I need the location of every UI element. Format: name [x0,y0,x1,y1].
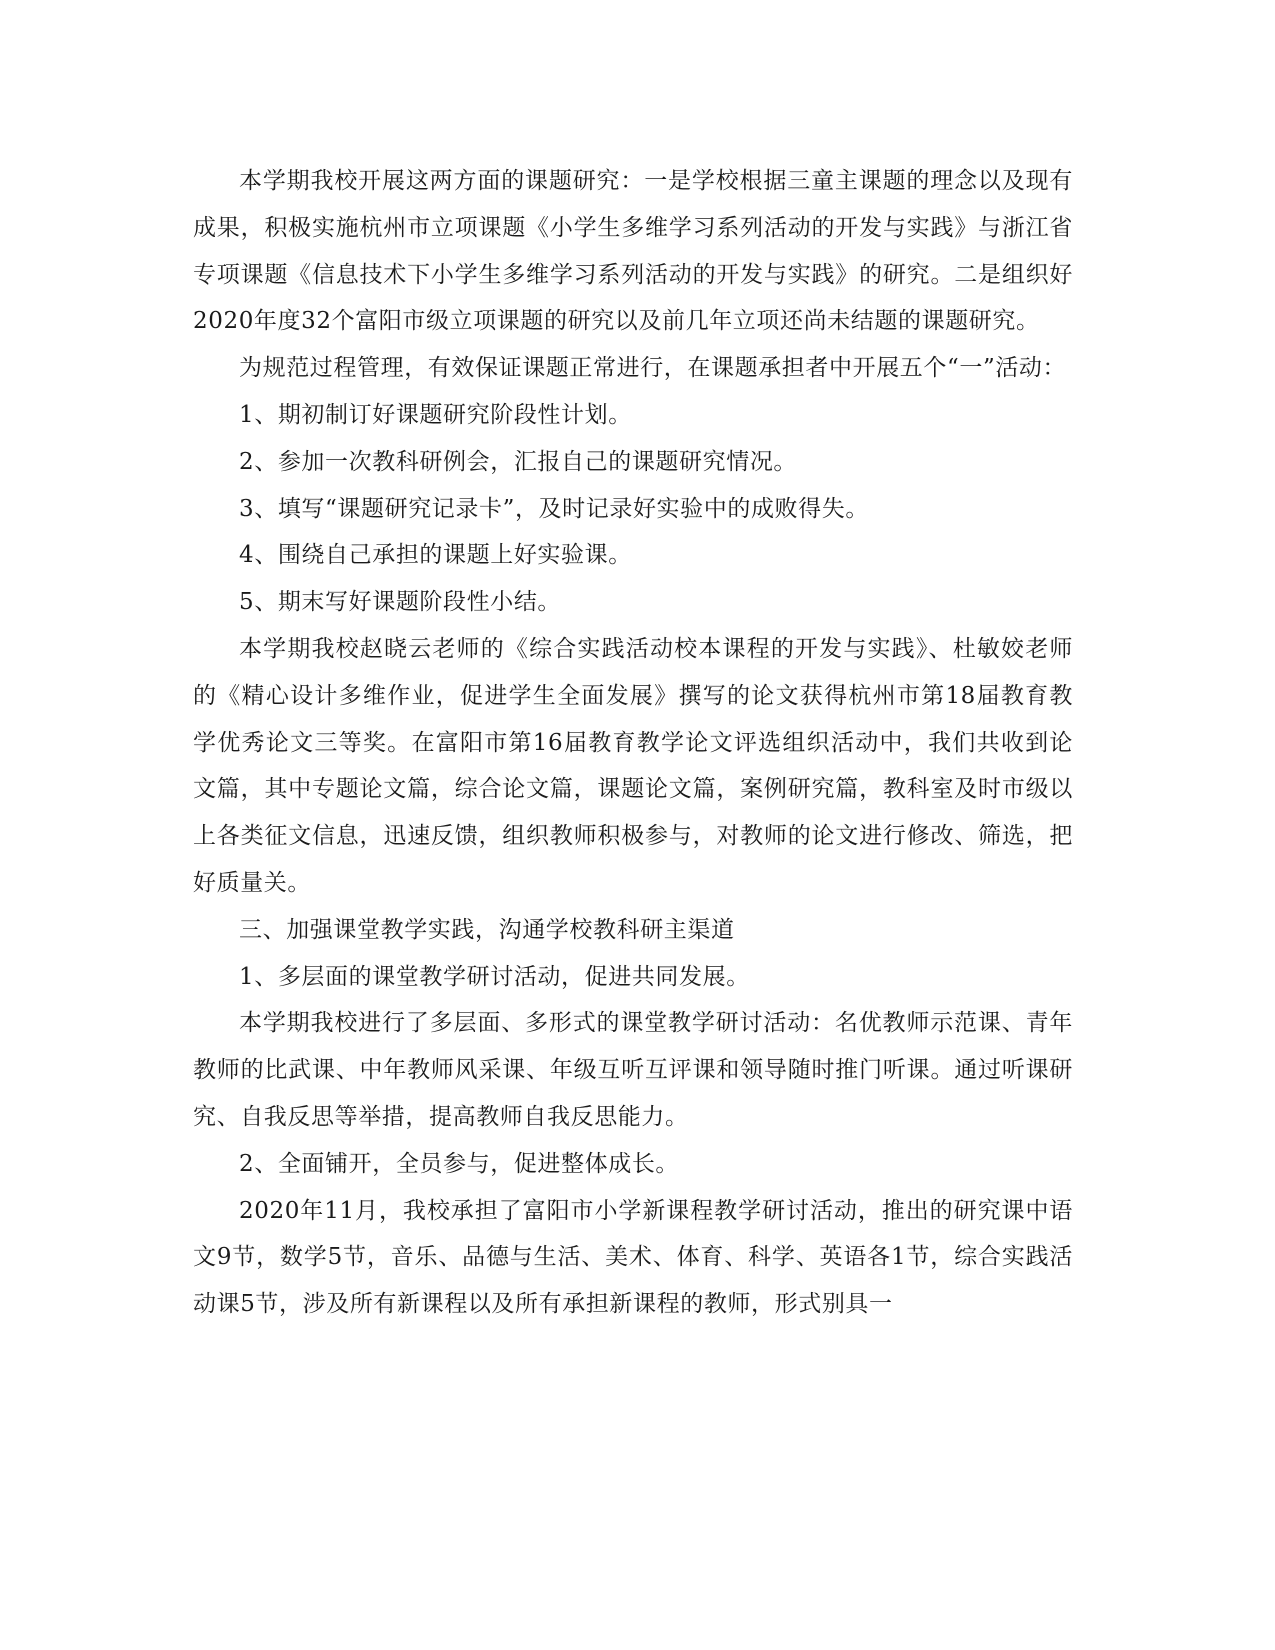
list-item-record-card: 3、填写“课题研究记录卡”，及时记录好实验中的成败得失。 [239,495,869,522]
list-item-meeting: 2、参加一次教科研例会，汇报自己的课题研究情况。 [239,448,798,475]
paragraph-research-topics: 本学期我校开展这两方面的课题研究：一是学校根据三童主课题的理念以及现有成果，积极实施杭州市立项课题《小学生多维学习系列活动的开发与实践》与浙江省专项课题《信息技术下小学生多维学习系列活动的开发与实践》的研究。二是组织好2020年度32个富阳市级立项课题的研究以及前几年立项还尚未结题的课题研究。 [193,168,1073,335]
list-item-experiment-class: 4、围绕自己承担的课题上好实验课。 [239,542,632,569]
paragraph-november-event: 2020年11月，我校承担了富阳市小学新课程教学研讨活动，推出的研究课中语文9节，数学5节，音乐、品德与生活、美术、体育、科学、英语各1节，综合实践活动课5节，涉及所有新课程以及所有承担新课程的教师，形式别具一 [193,1197,1073,1318]
document-body [193,158,1073,1328]
subheading-multi-level-activities: 1、多层面的课堂教学研讨活动，促进共同发展。 [239,963,750,990]
subheading-full-participation: 2、全面铺开，全员参与，促进整体成长。 [239,1150,680,1177]
paragraph-teaching-activities: 本学期我校进行了多层面、多形式的课堂教学研讨活动：名优教师示范课、青年教师的比武课、中年教师风采课、年级互听互评课和领导随时推门听课。通过听课研究、自我反思等举措，提高教师自我反思能力。 [193,1010,1073,1130]
section-heading-classroom-practice: 三、加强课堂教学实践，沟通学校教科研主渠道 [239,916,735,943]
list-item-plan: 1、期初制订好课题研究阶段性计划。 [239,401,632,428]
paragraph-paper-awards: 本学期我校赵晓云老师的《综合实践活动校本课程的开发与实践》、杜敏姣老师的《精心设计多维作业，促进学生全面发展》撰写的论文获得杭州市第18届教育教学优秀论文三等奖。在富阳市第16届教育教学论文评选组织活动中，我们共收到论文篇，其中专题论文篇，综合论文篇，课题论文篇，案例研究篇，教科室及时市级以上各类征文信息，迅速反馈，组织教师积极参与，对教师的论文进行修改、筛选，把好质量关。 [193,635,1073,896]
paragraph-process-management: 为规范过程管理，有效保证课题正常进行，在课题承担者中开展五个“一”活动： [239,355,1067,382]
list-item-summary: 5、期末写好课题阶段性小结。 [239,589,562,616]
